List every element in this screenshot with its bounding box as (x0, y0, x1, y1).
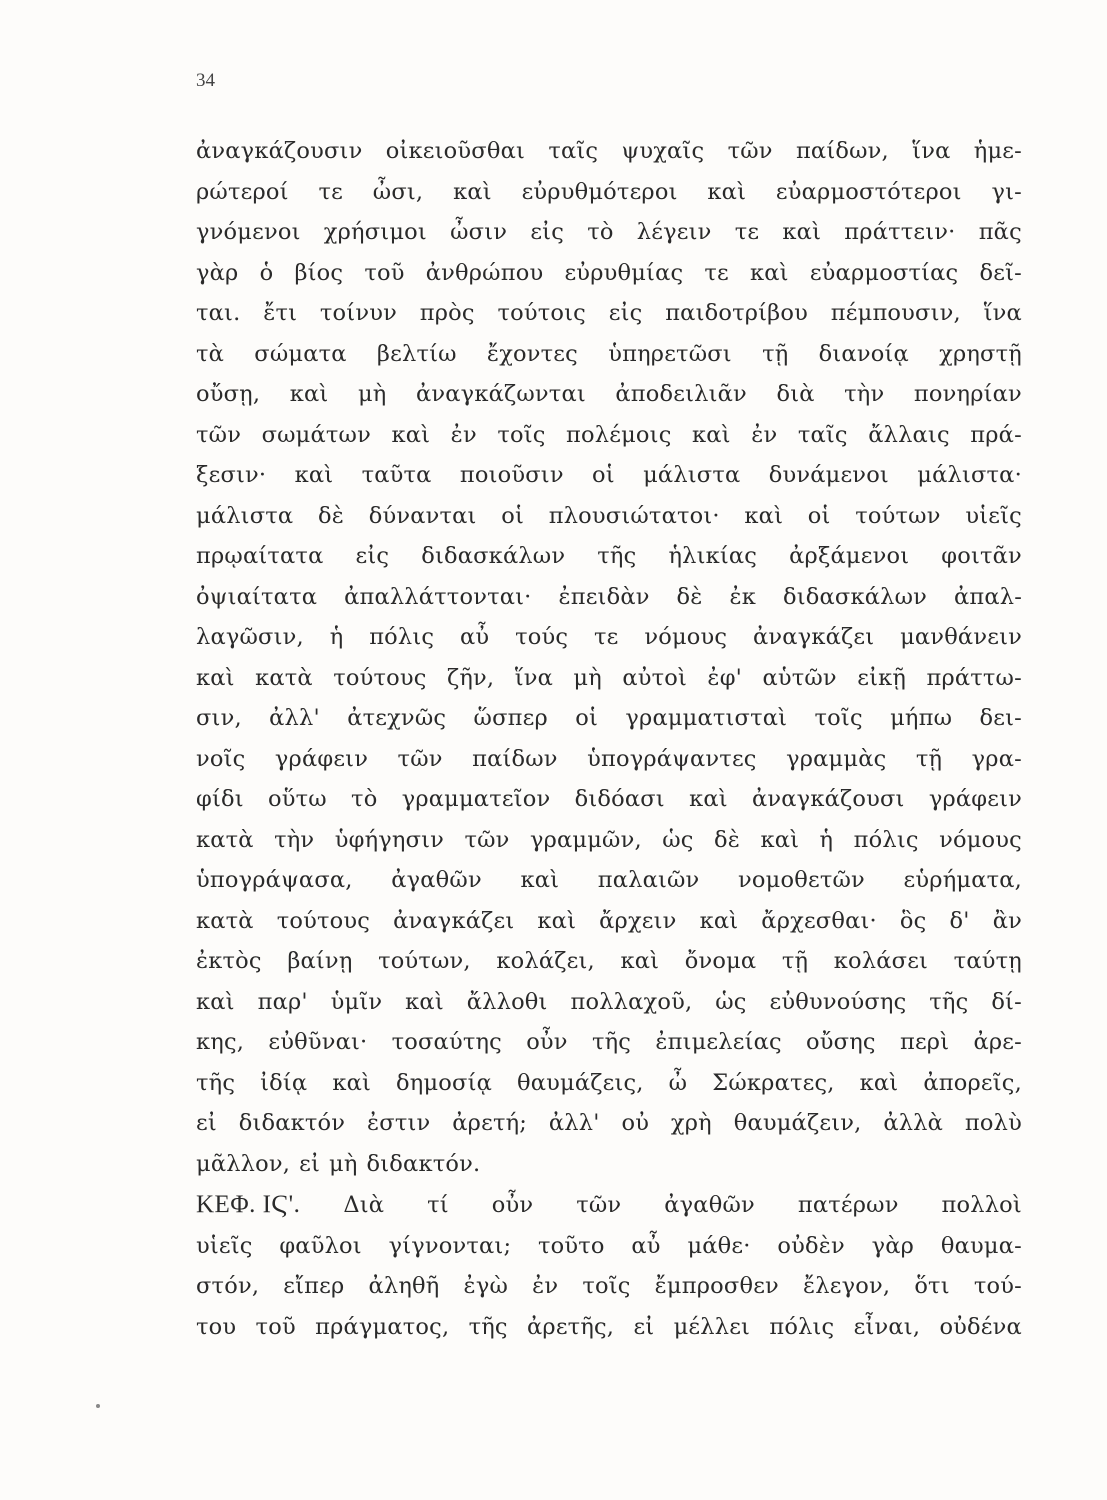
text-line: ἀναγκάζουσιν οἰκειοῦσθαι ταῖς ψυχαῖς τῶν παίδων, ἵνα ἡμε- (196, 138, 1022, 164)
text-line: ἐκτὸς βαίνῃ τούτων, κολάζει, καὶ ὄνομα τῇ κολάσει ταύτῃ (196, 948, 1022, 974)
text-line: τῶν σωμάτων καὶ ἐν τοῖς πολέμοις καὶ ἐν ταῖς ἄλλαις πρά- (196, 421, 1022, 448)
scan-speck (96, 1404, 100, 1408)
text-line: γὰρ ὁ βίος τοῦ ἀνθρώπου εὐρυθμίας τε καὶ εὐαρμοστίας δεῖ- (196, 259, 1022, 286)
text-line: τῆς ἰδίᾳ καὶ δημοσίᾳ θαυμάζεις, ὦ Σώκρατες, καὶ ἀπορεῖς, (196, 1069, 1022, 1096)
paragraph-main (196, 131, 1022, 1184)
text-line: υἱεῖς φαῦλοι γίγνονται; τοῦτο αὖ μάθε· οὐδὲν γὰρ θαυμα- (196, 1232, 1022, 1259)
text-line: ὀψιαίτατα ἀπαλλάττονται· ἐπειδὰν δὲ ἐκ διδασκάλων ἀπαλ- (196, 583, 1022, 610)
chapter-heading: ΚΕΦ. ΙϚ'. (196, 1191, 301, 1218)
text-line: καὶ παρ' ὑμῖν καὶ ἄλλοθι πολλαχοῦ, ὡς εὐθυνούσης τῆς δί- (196, 988, 1022, 1015)
paragraph-chapter (196, 1185, 1022, 1347)
text-line: μάλιστα δὲ δύνανται οἱ πλουσιώτατοι· καὶ οἱ τούτων υἱεῖς (196, 502, 1022, 529)
text-line: κατὰ τούτους ἀναγκάζει καὶ ἄρχειν καὶ ἄρχεσθαι· ὃς δ' ἂν (196, 907, 1022, 934)
text-line: ρώτεροί τε ὦσι, καὶ εὐρυθμότεροι καὶ εὐαρμοστότεροι γι- (196, 178, 1022, 205)
text-line: ται. ἔτι τοίνυν πρὸς τούτοις εἰς παιδοτρίβου πέμπουσιν, ἵνα (196, 300, 1022, 326)
text-line: ΚΕΦ. ΙϚ'. Διὰ τί οὖν τῶν ἀγαθῶν πατέρων πολλοὶ (196, 1185, 1022, 1226)
text-line: πρῳαίτατα εἰς διδασκάλων τῆς ἡλικίας ἀρξάμενοι φοιτᾶν (196, 543, 1022, 569)
text-line: καὶ κατὰ τούτους ζῆν, ἵνα μὴ αὐτοὶ ἐφ' αὑτῶν εἰκῇ πράττω- (196, 664, 1022, 691)
text-line: γνόμενοι χρήσιμοι ὦσιν εἰς τὸ λέγειν τε καὶ πράττειν· πᾶς (196, 219, 1022, 245)
text-line: στόν, εἴπερ ἀληθῆ ἐγὼ ἐν τοῖς ἔμπροσθεν ἔλεγον, ὅτι τού- (196, 1273, 1022, 1299)
text-line: νοῖς γράφειν τῶν παίδων ὑπογράψαντες γραμμὰς τῇ γρα- (196, 745, 1022, 772)
page-number: 34 (196, 70, 215, 91)
text-line: ξεσιν· καὶ ταῦτα ποιοῦσιν οἱ μάλιστα δυνάμενοι μάλιστα· (196, 462, 1022, 488)
text-line: κατὰ τὴν ὑφήγησιν τῶν γραμμῶν, ὡς δὲ καὶ ἡ πόλις νόμους (196, 826, 1022, 853)
text-line: φίδι οὕτω τὸ γραμματεῖον διδόασι καὶ ἀναγκάζουσι γράφειν (196, 786, 1022, 812)
text-line: λαγῶσιν, ἡ πόλις αὖ τούς τε νόμους ἀναγκάζει μανθάνειν (196, 624, 1022, 650)
text-line: κης, εὐθῦναι· τοσαύτης οὖν τῆς ἐπιμελείας οὔσης περὶ ἀρε- (196, 1029, 1022, 1055)
text-line: ὑπογράψασα, ἀγαθῶν καὶ παλαιῶν νομοθετῶν εὑρήματα, (196, 867, 1022, 893)
text-line: του τοῦ πράγματος, τῆς ἀρετῆς, εἰ μέλλει πόλις εἶναι, οὐδένα (196, 1313, 1022, 1340)
text-line: εἰ διδακτόν ἐστιν ἀρετή; ἀλλ' οὐ χρὴ θαυμάζειν, ἀλλὰ πολὺ (196, 1110, 1022, 1136)
text-line: μᾶλλον, εἰ μὴ διδακτόν. (196, 1150, 481, 1177)
text-line: τὰ σώματα βελτίω ἔχοντες ὑπηρετῶσι τῇ διανοίᾳ χρηστῇ (196, 340, 1022, 367)
text-line: σιν, ἀλλ' ἀτεχνῶς ὥσπερ οἱ γραμματισταὶ τοῖς μήπω δει- (196, 705, 1022, 731)
text-line: οὔσῃ, καὶ μὴ ἀναγκάζωνται ἀποδειλιᾶν διὰ τὴν πονηρίαν (196, 381, 1022, 407)
